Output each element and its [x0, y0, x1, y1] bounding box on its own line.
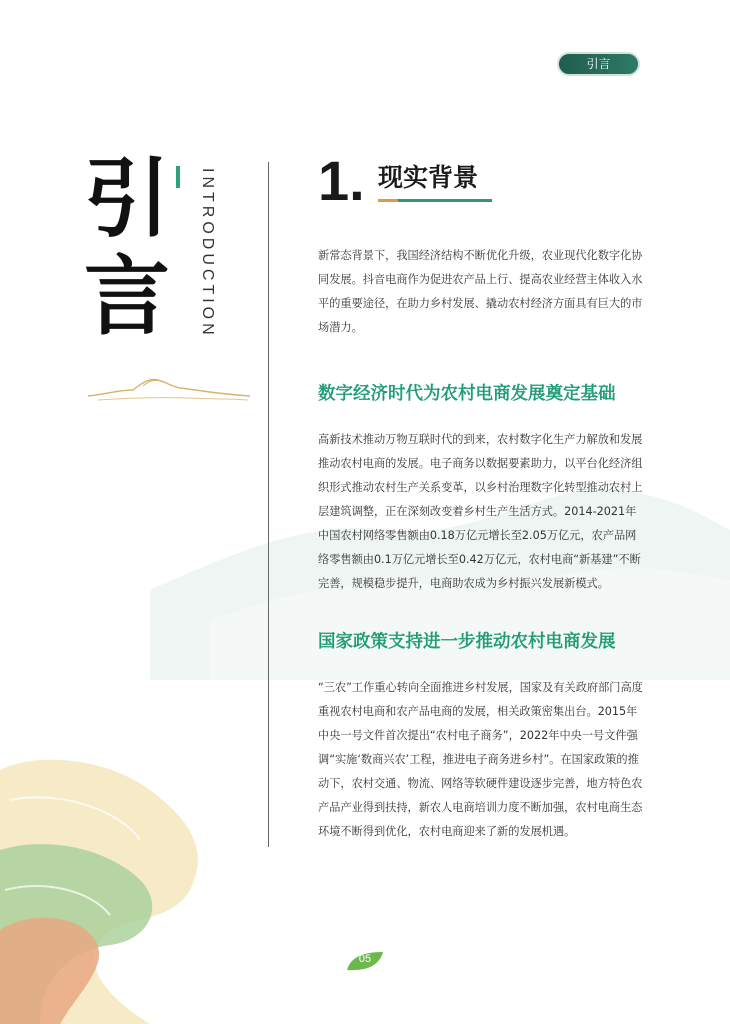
section-number: 1. — [318, 149, 365, 212]
decorative-cloud-swirl — [0, 740, 260, 1024]
introduction-vertical-label: INTRODUCTION — [199, 168, 216, 339]
section-paragraph: 新常态背景下，我国经济结构不断优化升级，农业现代化数字化协同发展。抖音电商作为促进农产品上行、提高农业经营主体收入水平的重要途径，在助力乡村发展、撬动农村经济方面具有巨大的市场潜力。 — [318, 249, 643, 334]
accent-dash — [176, 166, 180, 188]
subsection-paragraph-1: 高新技术推动万物互联时代的到来，农村数字化生产力解放和发展推动农村电商的发展。电子商务以数据要素助力，以平台化经济组织形式推动农村生产关系变革，以乡村治理数字化转型推动农村上层建筑调整，正在深刻改变着乡村生产生活方式。2014-2021年中国农村网络零售额由0.18万亿元增长至2.05万亿元，农产品网络零售额由0.1万亿元增长至0.42万亿元，农村电商“新基建”不断完善，规模稳步提升，电商助农成为乡村振兴发展新模式。 — [318, 433, 643, 590]
section-badge: 引言 — [557, 52, 640, 76]
intro-title-char-2: 言 — [84, 246, 170, 347]
subsection-paragraph-2: “三农”工作重心转向全面推进乡村发展，国家及有关政府部门高度重视农村电商和农产品电商的发展，相关政策密集出台。2015年中央一号文件首次提出“农村电子商务”，2022年中央一号文件强调“实施‘数商兴农’工程，推进电子商务进乡村”。在国家政策的推动下，农村交通、物流、网络等软硬件建设逐步完善，地方特色农产品产业得到扶持，新农人电商培训力度不断加强，农村电商生态环境不断得到优化，农村电商迎来了新的发展机遇。 — [318, 681, 643, 838]
title-underline-accent — [378, 199, 398, 202]
section-title: 现实背景 — [378, 163, 479, 192]
page-number-text: 05 — [358, 953, 372, 965]
page-number — [345, 950, 385, 972]
mountain-line-illustration — [88, 368, 250, 404]
intro-title-char-1: 引 — [84, 148, 170, 249]
subsection-title-1: 数字经济时代为农村电商发展奠定基础 — [318, 384, 616, 404]
subsection-title-2: 国家政策支持进一步推动农村电商发展 — [318, 632, 616, 652]
intro-title — [84, 150, 174, 346]
title-underline — [398, 199, 492, 202]
vertical-divider — [268, 162, 269, 847]
